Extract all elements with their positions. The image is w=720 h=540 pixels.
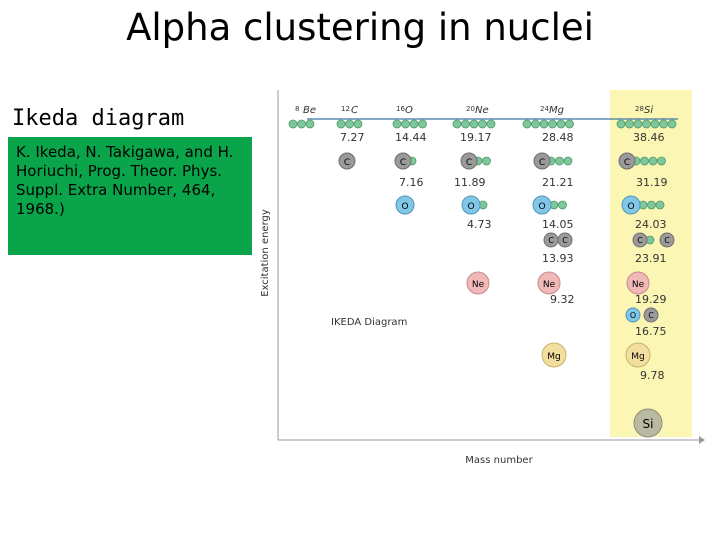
alpha-particle (483, 157, 491, 165)
svg-text:C: C (351, 105, 358, 116)
svg-text:C: C (664, 236, 670, 245)
o-cluster-16o (396, 196, 414, 214)
alpha-particle (648, 201, 656, 209)
alpha-particle (641, 157, 649, 165)
alpha-particle (487, 120, 495, 128)
alpha-particle (289, 120, 297, 128)
alpha-particle (479, 120, 487, 128)
mg-cluster-24mg (542, 343, 566, 367)
c-cluster-20ne (461, 153, 477, 169)
svg-text:Mg: Mg (549, 105, 564, 116)
svg-text:C: C (637, 236, 643, 245)
threshold-value: 28.48 (542, 131, 574, 144)
alpha-particle (523, 120, 531, 128)
threshold-value: 13.93 (542, 252, 574, 265)
ne-cluster-20ne (467, 272, 489, 294)
alpha-particle (532, 120, 540, 128)
threshold-value: 7.27 (340, 131, 365, 144)
alpha-chain-o-mg (550, 201, 567, 209)
svg-text:C: C (548, 236, 554, 245)
svg-text:C: C (648, 311, 654, 320)
alpha-particle (402, 120, 410, 128)
svg-text:C: C (465, 158, 473, 168)
o-cluster-24mg (533, 196, 551, 214)
diagram-caption: IKEDA Diagram (331, 317, 408, 328)
svg-text:24: 24 (540, 105, 549, 113)
alpha-particle (453, 120, 461, 128)
svg-text:12: 12 (341, 105, 350, 113)
alpha-particle (649, 157, 657, 165)
svg-text:16: 16 (396, 105, 405, 113)
alpha-chain-ne (453, 120, 495, 128)
si-cluster (634, 409, 662, 437)
threshold-value: 9.78 (640, 369, 665, 382)
alpha-particle (556, 157, 564, 165)
threshold-value: 19.17 (460, 131, 492, 144)
header-ne (466, 105, 489, 116)
svg-text:O: O (401, 202, 409, 212)
cc-cluster-24mg (544, 233, 572, 247)
x-axis-label: Mass number (465, 455, 533, 466)
svg-text:Mg: Mg (547, 352, 561, 362)
alpha-chain-c-mg (547, 157, 572, 165)
svg-text:O: O (405, 105, 413, 116)
o-clusters (396, 196, 640, 214)
o-cluster-20ne (462, 196, 480, 214)
alpha-particle (658, 157, 666, 165)
threshold-value: 19.29 (635, 293, 667, 306)
y-axis-label: Excitation energy (260, 209, 271, 297)
alpha-particle (354, 120, 362, 128)
svg-text:C: C (623, 158, 631, 168)
alpha-particle (337, 120, 345, 128)
o-cluster-28si (622, 196, 640, 214)
svg-text:C: C (538, 158, 546, 168)
alpha-particle (643, 120, 651, 128)
alpha-chain-mg (523, 120, 574, 128)
svg-text:Si: Si (644, 105, 654, 116)
slide-title: Alpha clustering in nuclei (126, 6, 594, 49)
threshold-value: 11.89 (454, 176, 486, 189)
svg-text:Be: Be (303, 105, 317, 116)
svg-text:28: 28 (635, 105, 644, 113)
svg-text:Mg: Mg (631, 352, 645, 362)
alpha-particle (626, 120, 634, 128)
svg-text:C: C (343, 158, 351, 168)
header-be (295, 105, 316, 116)
alpha-particle (557, 120, 565, 128)
reference-text: K. Ikeda, N. Takigawa, and H. Horiuchi, Prog. Theor. Phys. Suppl. Extra Number, 464, 1968.) (16, 143, 234, 218)
reference-box (8, 137, 252, 255)
alpha-particle (564, 157, 572, 165)
alpha-particle (470, 120, 478, 128)
svg-text:C: C (562, 236, 568, 245)
alpha-particle (668, 120, 676, 128)
svg-text:Ne: Ne (475, 105, 489, 116)
c-cluster-12c (339, 153, 355, 169)
c-cluster-28si (619, 153, 635, 169)
alpha-particle (346, 120, 354, 128)
svg-text:8: 8 (295, 105, 300, 113)
threshold-value: 21.21 (542, 176, 574, 189)
alpha-chain-o-si (639, 201, 664, 209)
alpha-particle (410, 120, 418, 128)
threshold-value: 14.44 (395, 131, 427, 144)
alpha-particle (540, 120, 548, 128)
svg-text:Si: Si (642, 417, 654, 431)
threshold-value: 23.91 (635, 252, 667, 265)
svg-text:O: O (627, 202, 635, 212)
svg-text:O: O (467, 202, 475, 212)
header-c (341, 105, 358, 116)
alpha-particle (651, 120, 659, 128)
alpha-particle (393, 120, 401, 128)
alpha-particle (559, 201, 567, 209)
svg-text:O: O (629, 311, 637, 320)
threshold-value: 4.73 (467, 218, 492, 231)
alpha-particle (306, 120, 314, 128)
alpha-particle (419, 120, 427, 128)
threshold-value: 14.05 (542, 218, 574, 231)
threshold-value: 7.16 (399, 176, 424, 189)
mg-cluster-28si (626, 343, 650, 367)
svg-text:Ne: Ne (471, 280, 485, 290)
alpha-particle (656, 201, 664, 209)
svg-text:C: C (399, 158, 407, 168)
slide-subtitle: Ikeda diagram (12, 106, 185, 131)
threshold-value: 38.46 (633, 131, 665, 144)
mg-clusters (542, 343, 650, 367)
alpha-particle (566, 120, 574, 128)
header-mg (540, 105, 564, 116)
svg-text:Ne: Ne (631, 280, 645, 290)
alpha-particle (549, 120, 557, 128)
threshold-value: 9.32 (550, 293, 575, 306)
header-o (396, 105, 413, 116)
ikeda-diagram (255, 85, 705, 470)
alpha-particle (660, 120, 668, 128)
alpha-chain-be (289, 120, 314, 128)
alpha-particle (617, 120, 625, 128)
c-cluster-24mg (534, 153, 550, 169)
alpha-chain-o (393, 120, 427, 128)
threshold-value: 24.03 (635, 218, 667, 231)
alpha-chain-c (337, 120, 362, 128)
svg-text:O: O (538, 202, 546, 212)
alpha-particle (634, 120, 642, 128)
alpha-particle (462, 120, 470, 128)
ne-cluster-24mg (538, 272, 560, 294)
svg-text:20: 20 (466, 105, 475, 113)
c-cluster-16o (395, 153, 411, 169)
threshold-value: 31.19 (636, 176, 668, 189)
x-axis-arrow (699, 436, 705, 444)
ne-cluster-28si (627, 272, 649, 294)
threshold-value: 16.75 (635, 325, 667, 338)
alpha-particle (298, 120, 306, 128)
svg-text:Ne: Ne (542, 280, 556, 290)
